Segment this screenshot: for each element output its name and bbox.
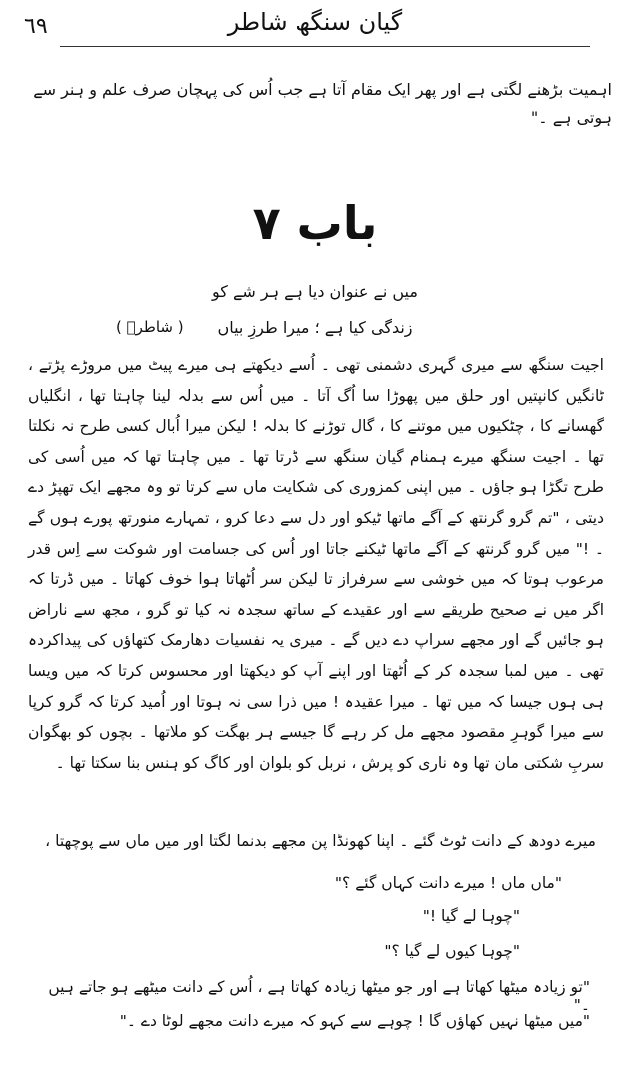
running-title: گیان سنگھ شاطر xyxy=(227,8,403,36)
dialogue-line: "چوہا لے گیا !" xyxy=(422,907,520,925)
body-paragraph xyxy=(28,350,604,778)
dialogue-line: "میں میٹھا نہیں کھاؤں گا ! چوہے سے کہو کہ میرے دانت مجھے لوٹا دے ۔" xyxy=(119,1012,590,1030)
verse-line-2: زندگی کیا ہے ؛ میرا طرزِ بیاں xyxy=(217,318,413,337)
header-rule xyxy=(60,46,590,47)
dialogue-line: "ماں ماں ! میرے دانت کہاں گئے ؟" xyxy=(334,874,562,892)
paragraph-text: اجیت سنگھ سے میری گہری دشمنی تھی ۔ اُسے دیکھتے ہی میرے پیٹ میں مروڑے پڑتے ، ٹانگیں کانپتیں اور حلق میں پھوڑا سا اُگ آتا ۔ میں اُس سے بدلہ لینا چاہتا تھا ، انگلیاں گھسانے کا ، چٹکیوں میں موتنے کا ، گال توڑنے کا بدلہ ! لیکن میرا اُبال کسی طرح نہ نکلتا تھا ۔ اجیت سنگھ میرے ہمنام گیان سنگھ سے ڈرتا تھا ۔ میں چاہتا تھا کہ میں اُسی کی طرح تگڑا ہو جاؤں ۔ میں اپنی کمزوری کی شکایت ماں سے کرتا تو وہ مجھے ایک تھپڑ دے دیتی ، "تم گرو گرنتھ کے آگے ماتھا ٹیکو اور دل سے دعا کرو ، تمہارے منورتھ پورے ہوں گے ۔ !" میں گرو گرنتھ کے آگے ماتھا ٹیکنے جاتا اور اُس کی جسامت اور شوکت سے اِس قدر مرعوب ہوتا کہ میں خوشی سے سرفراز تا لیکن سر اُٹھاتا ہوا خوف کھاتا ۔ میں ڈرتا کہ اگر میں نے صحیح طریقے سے اور عقیدے کے ساتھ سجدہ نہ کیا تو گرو ، مجھ سے ناراض ہو جائیں گے اور مجھے سراپ دے دیں گے ۔ میری یہ نفسیات دھارمک کتھاؤں کی پیداکردہ تھی ۔ میں لمبا سجدہ کر کے اُٹھتا اور اپنے آپ کو دیکھتا اور محسوس کرتا کہ میں ویسا ہی ہوں جیسا کہ میں تھا ۔ میرا عقیدہ ! میں ذرا سی نہ ہوتا اور اُمید کرتا کہ گرو کرپا سے میرا گوہرِ مقصود مجھے مل کر رہے گا جیسے ہر بھگت کو ملاتھا ۔ بچوں کو بھگوان سربِ شکتی مان تھا وہ ناری کو پرش ، نربل کو بلوان اور کاگ کو ہنس بنا سکتا تھا ۔ xyxy=(28,356,604,772)
verse-attribution: ( شاطرؔ ) xyxy=(116,318,184,336)
paragraph-2: میرے دودھ کے دانت ٹوٹ گئے ۔ اپنا کھونڈا پن مجھے بدنما لگتا اور میں ماں سے پوچھتا ، xyxy=(45,832,596,850)
intro-line: اہمیت بڑھنے لگتی ہے اور پھر ایک مقام آتا ہے جب اُس کی پہچان صرف علم و ہنر سے ہوتی ہے ۔" xyxy=(33,80,612,127)
dialogue-line: "چوہا کیوں لے گیا ؟" xyxy=(384,942,520,960)
dialogue-line: "تو زیادہ میٹھا کھاتا ہے اور جو میٹھا زیادہ کھاتا ہے ، اُس کے دانت میٹھے ہو جاتے ہیں ۔" xyxy=(48,978,590,1014)
page-header xyxy=(24,8,606,48)
chapter-title: باب ۷ xyxy=(252,196,378,250)
verse-line-1: میں نے عنوان دیا ہے ہر شے کو xyxy=(212,282,418,301)
page-number: ٦٩ xyxy=(24,14,48,39)
